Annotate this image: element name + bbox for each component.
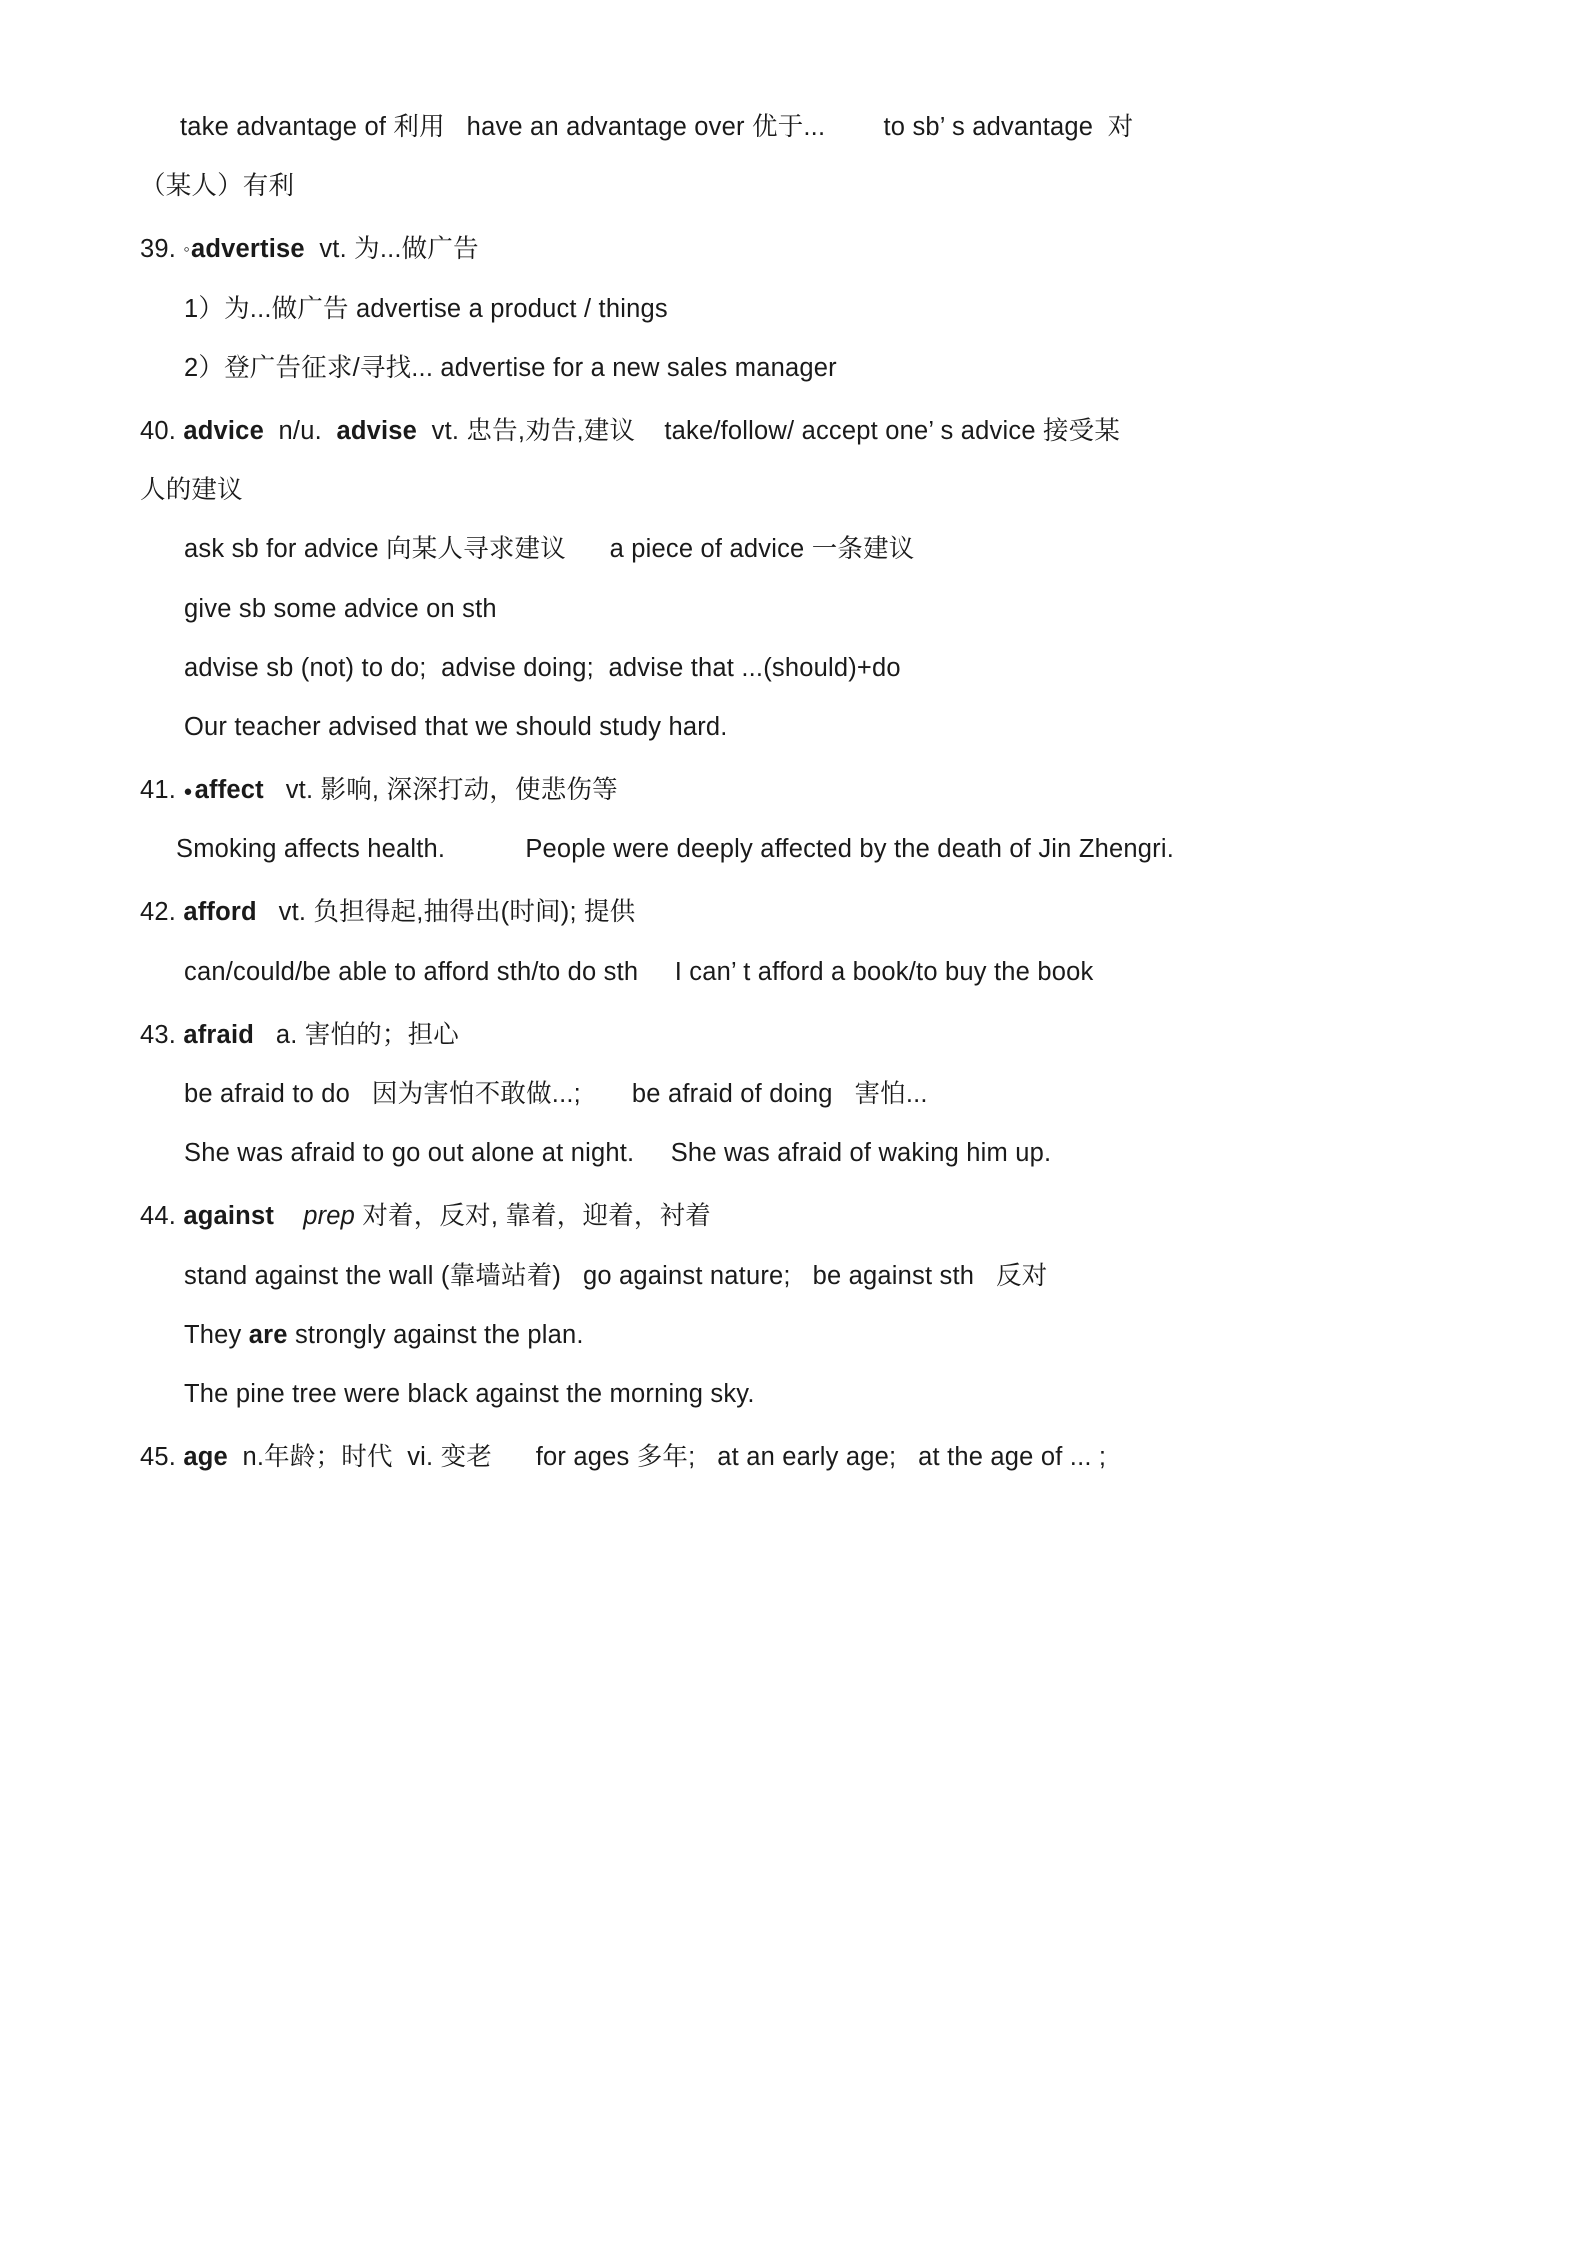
entry-sub-line: Our teacher advised that we should study hard. [184, 712, 728, 741]
entry-heading [140, 1440, 1467, 1475]
entry-heading [140, 773, 1467, 808]
entry-sub-line: stand against the wall (靠墙站着) go against nature; be against sth 反对 [184, 1261, 1048, 1290]
entry-sub-line: can/could/be able to afford sth/to do sth I can’ t afford a book/to buy the book [184, 957, 1094, 986]
entry-sub-line: 2）登广告征求/寻找... advertise for a new sales manager [184, 353, 837, 382]
entry-pos: n/u. [278, 416, 322, 445]
entry-number: 45. [140, 1443, 177, 1472]
entry-heading-wrap: 人的建议 [140, 476, 243, 505]
entry-45-age [140, 1440, 1467, 1475]
entry-number: 42. [140, 898, 177, 927]
entry-heading [140, 1018, 1467, 1053]
entry-sub-line: The pine tree were black against the morning sky. [184, 1379, 755, 1408]
entry-sub-line: Smoking affects health. People were deeply affected by the death of Jin Zhengri. [176, 835, 1174, 864]
entry-sub-line: advise sb (not) to do; advise doing; advise that ...(should)+do [184, 653, 901, 682]
text-line-wrap: （某人）有利 [140, 172, 295, 201]
entry-sub-line: ask sb for advice 向某人寻求建议 a piece of advice 一条建议 [184, 535, 915, 564]
entry-heading [140, 1199, 1467, 1234]
entry-43-afraid [140, 1018, 1467, 1172]
entry-sub-line: She was afraid to go out alone at night. She was afraid of waking him up. [184, 1139, 1052, 1168]
entry-gloss: n.年龄；时代 vi. 变老 for ages 多年; at an early age; at the age of ... ; [242, 1443, 1107, 1472]
entry-44-against [140, 1199, 1467, 1412]
entry-sub-line: 1）为...做广告 advertise a product / things [184, 294, 668, 323]
entry-advantage-phrases [140, 110, 1467, 204]
entry-gloss: vt. 为...做广告 [319, 235, 479, 264]
entry-sub-line: give sb some advice on sth [184, 594, 497, 623]
entry-word: advertise [190, 235, 305, 264]
entry-word: against [183, 1202, 275, 1231]
entry-heading [140, 414, 1467, 449]
entry-gloss: vt. 忠告,劝告,建议 take/follow/ accept one’ s advice 接受某 [431, 416, 1121, 445]
entry-number: 44. [140, 1202, 177, 1231]
entry-sub-line: be afraid to do 因为害怕不敢做...; be afraid of doing 害怕... [184, 1080, 928, 1108]
entry-39-advertise [140, 232, 1467, 386]
entry-word-secondary: advise [336, 416, 418, 445]
text-line: take advantage of 利用 have an advantage over 优于... to sb’ s advantage 对 [180, 113, 1134, 141]
entry-number: 39. [140, 235, 177, 264]
entry-number: 43. [140, 1020, 177, 1049]
entry-word: affect [194, 776, 264, 805]
entry-number: 40. [140, 416, 177, 445]
entry-42-afford [140, 895, 1467, 989]
entry-gloss: vt. 影响, 深深打动，使悲伤等 [285, 776, 618, 805]
bullet-filled-circle-icon [183, 776, 194, 804]
entry-40-advice [140, 414, 1467, 745]
entry-41-affect [140, 773, 1467, 867]
entry-word: afraid [183, 1020, 254, 1049]
entry-heading [140, 232, 1467, 267]
entry-pos-italic: prep [303, 1202, 356, 1231]
entry-word: afford [183, 898, 257, 927]
entry-number: 41. [140, 776, 177, 805]
entry-word: age [183, 1443, 228, 1472]
entry-heading [140, 895, 1467, 930]
entry-gloss: 对着，反对, 靠着，迎着，衬着 [362, 1202, 711, 1231]
entry-gloss: a. 害怕的；担心 [275, 1020, 460, 1049]
entry-sub-line-bold-are: They are strongly against the plan. [184, 1320, 584, 1349]
bullet-open-circle-icon [183, 235, 191, 263]
entry-gloss: vt. 负担得起,抽得出(时间); 提供 [278, 898, 636, 927]
entry-word: advice [183, 416, 264, 445]
